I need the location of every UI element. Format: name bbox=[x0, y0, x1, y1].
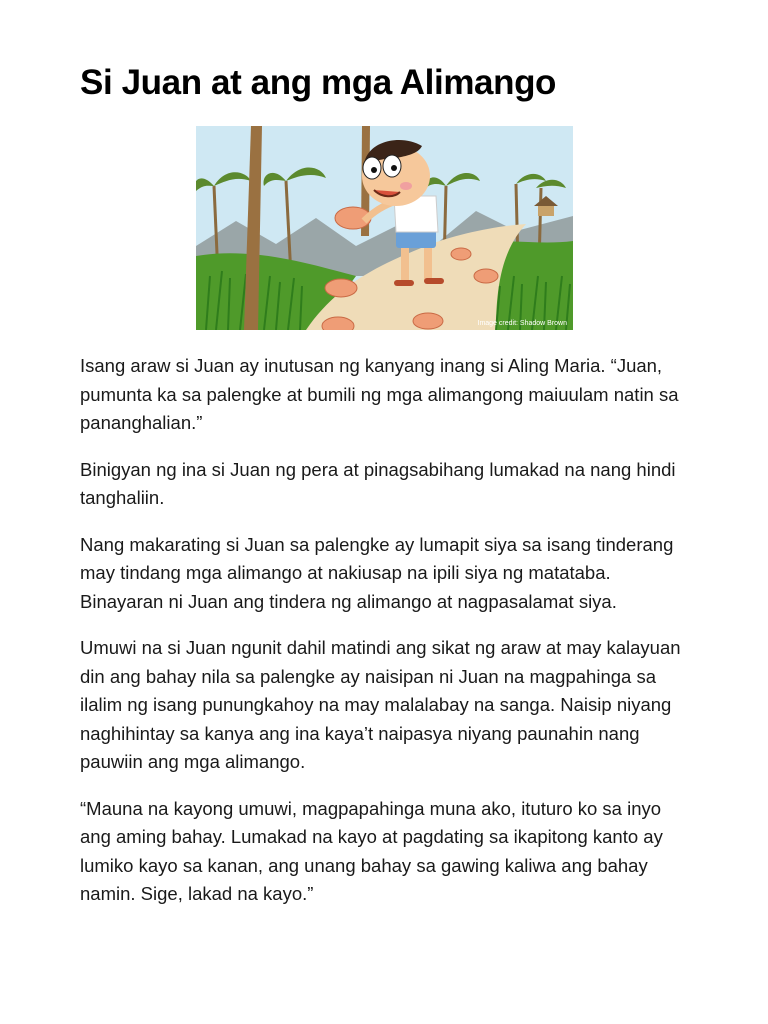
paragraph-2: Binigyan ng ina si Juan ng pera at pinagsabihang lumakad na nang hindi tanghaliin. bbox=[80, 458, 676, 508]
paragraph-5: “Mauna na kayong umuwi, magpapahinga muna ako, ituturo ko sa inyo ang aming bahay. Lumakad na kayo at pagdating sa ikapitong kanto ay lumiko kayo sa kanan, ang unang bahay sa gawing kaliwa ang bahay namin. Sige, lakad na kayo.” bbox=[80, 797, 663, 904]
paragraph-1: Isang araw si Juan ay inutusan ng kanyang inang si Aling Maria. “Juan, pumunta ka sa palengke at bumili ng mga alimangong maiuulam natin sa pananghalian.” bbox=[80, 355, 679, 433]
story-body bbox=[80, 352, 695, 909]
article bbox=[80, 56, 695, 909]
illustration-credit: Image credit: Shadow Brown bbox=[477, 320, 567, 327]
paragraph-4: Umuwi na si Juan ngunit dahil matindi ang sikat ng araw at may kalayuan din ang bahay nila sa palengke ay naisipan ni Juan na magpahinga sa ilalim ng isang punungkahoy na may malalabay na sanga. Naisip niyang naghihintay sa kanya ang ina kaya’t naipasya niyang paunahin nang pauwiin ang mga alimango. bbox=[80, 637, 681, 772]
boy-with-crabs-illustration bbox=[196, 126, 573, 330]
paragraph-3: Nang makarating si Juan sa palengke ay lumapit siya sa isang tinderang may tindang mga alimango at nakiusap na ipili siya ng matataba. Binayaran ni Juan ang tindera ng alimango at nagpasalamat siya. bbox=[80, 533, 674, 612]
page-title: Si Juan at ang mga Alimango bbox=[80, 63, 557, 102]
illustration-drawing bbox=[196, 126, 573, 330]
